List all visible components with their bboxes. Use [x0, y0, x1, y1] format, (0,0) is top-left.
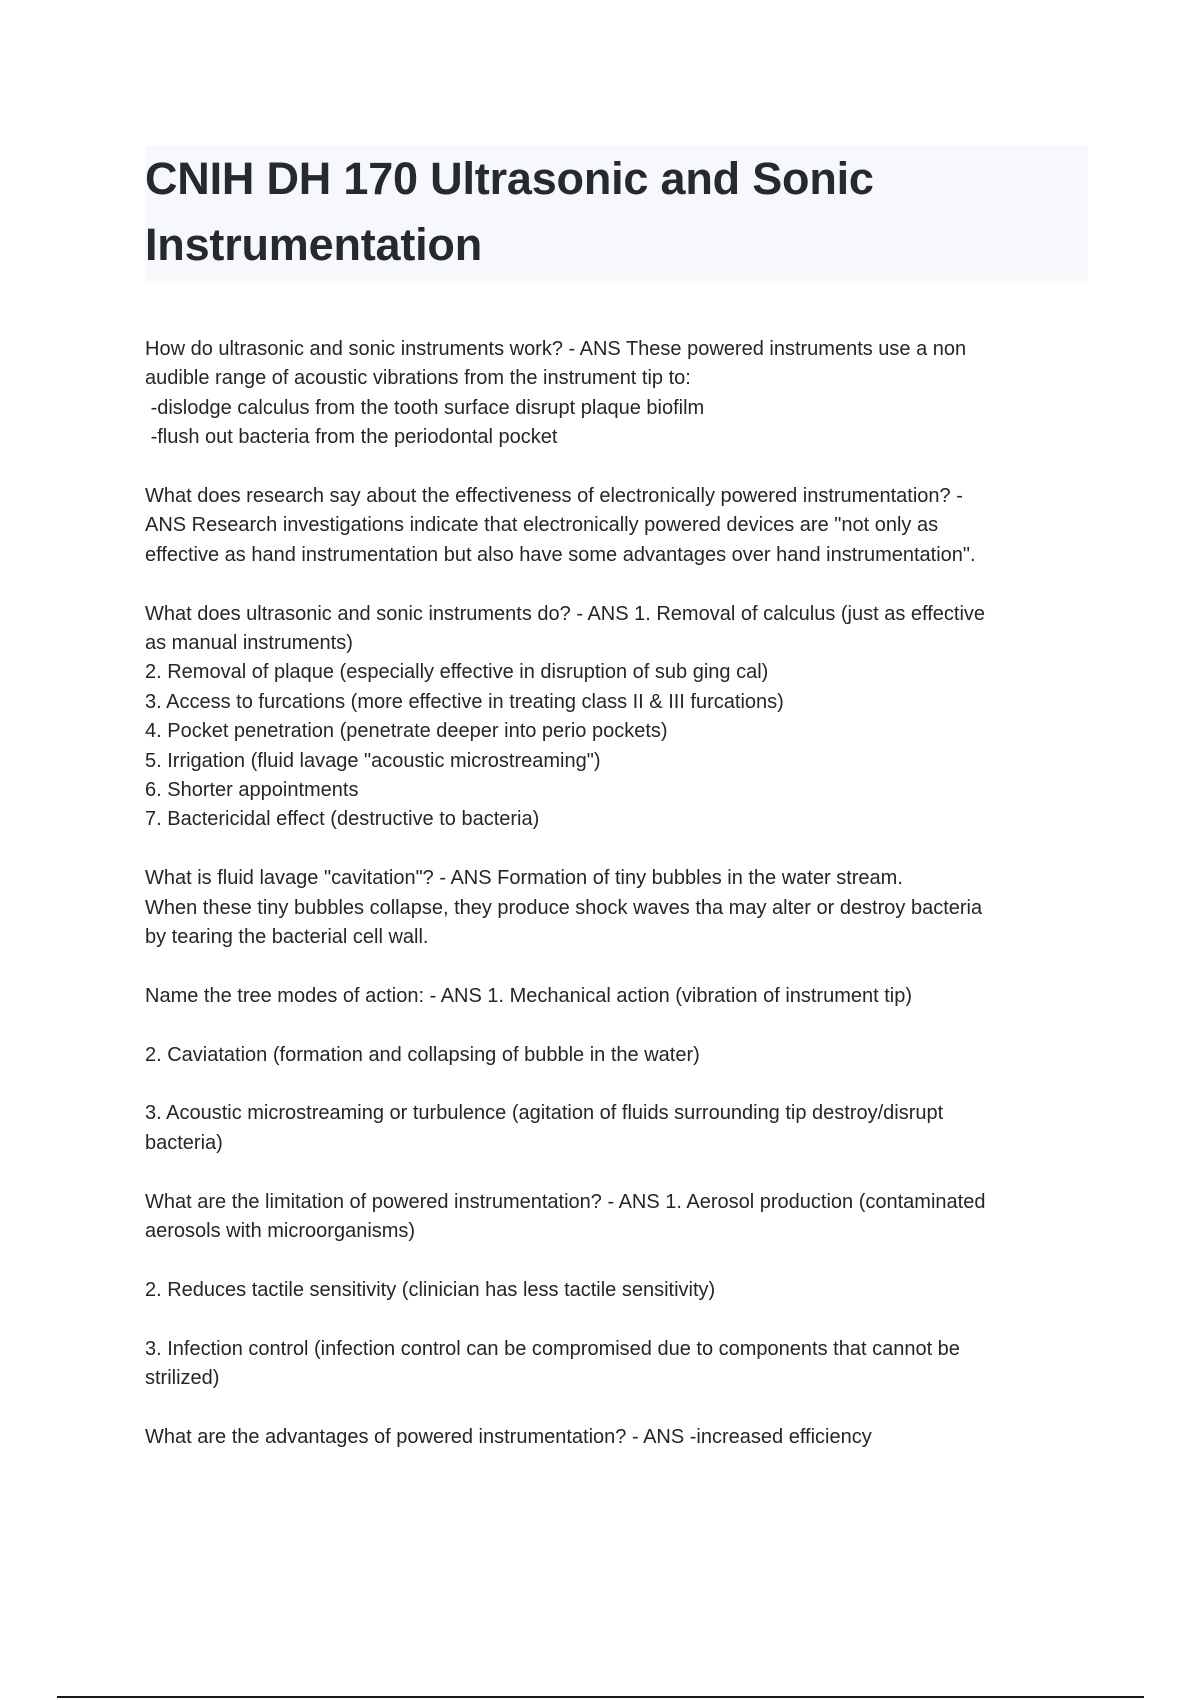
paragraph-line: 3. Access to furcations (more effective in treating class II & III furcations): [145, 690, 784, 713]
paragraph-line: -dislodge calculus from the tooth surface disrupt plaque biofilm: [145, 396, 705, 419]
document-body: [145, 335, 1095, 1482]
title-line-2: Instrumentation: [145, 219, 483, 270]
paragraph-line: What are the limitation of powered instrumentation? - ANS 1. Aerosol production (contaminated: [145, 1190, 986, 1213]
page-bottom-rule: [57, 1696, 1144, 1698]
paragraph-line: 2. Removal of plaque (especially effective in disruption of sub ging cal): [145, 661, 769, 684]
qa-paragraph: [145, 1099, 1095, 1158]
paragraph-line: strilized): [145, 1367, 220, 1390]
qa-paragraph: [145, 482, 1095, 570]
paragraph-line: bacteria): [145, 1131, 223, 1154]
qa-paragraph: [145, 982, 1095, 1011]
qa-paragraph: [145, 1041, 1095, 1070]
title-line-1: CNIH DH 170 Ultrasonic and Sonic: [145, 153, 874, 204]
paragraph-line: 2. Caviatation (formation and collapsing of bubble in the water): [145, 1043, 700, 1066]
paragraph-line: Name the tree modes of action: - ANS 1. Mechanical action (vibration of instrument tip): [145, 984, 913, 1007]
paragraph-line: 4. Pocket penetration (penetrate deeper into perio pockets): [145, 720, 668, 743]
paragraph-line: aerosols with microorganisms): [145, 1220, 416, 1243]
qa-paragraph: [145, 1276, 1095, 1305]
paragraph-line: as manual instruments): [145, 632, 353, 655]
paragraph-line: effective as hand instrumentation but also have some advantages over hand instrumentation".: [145, 543, 976, 566]
qa-paragraph: [145, 600, 1095, 835]
paragraph-line: 3. Acoustic microstreaming or turbulence (agitation of fluids surrounding tip destroy/disrupt: [145, 1102, 944, 1125]
paragraph-line: audible range of acoustic vibrations from the instrument tip to:: [145, 367, 691, 390]
paragraph-line: 2. Reduces tactile sensitivity (clinician has less tactile sensitivity): [145, 1278, 716, 1301]
paragraph-line: What does research say about the effectiveness of electronically powered instrumentation? -: [145, 485, 963, 508]
paragraph-line: ANS Research investigations indicate that electronically powered devices are "not only as: [145, 514, 939, 537]
paragraph-line: What does ultrasonic and sonic instruments do? - ANS 1. Removal of calculus (just as effective: [145, 602, 986, 625]
document-title: [145, 146, 1088, 278]
paragraph-line: 5. Irrigation (fluid lavage "acoustic microstreaming"): [145, 749, 601, 772]
qa-paragraph: [145, 1423, 1095, 1452]
paragraph-line: What are the advantages of powered instrumentation? - ANS -increased efficiency: [145, 1425, 872, 1448]
paragraph-line: 6. Shorter appointments: [145, 779, 359, 802]
qa-paragraph: [145, 1335, 1095, 1394]
paragraph-line: How do ultrasonic and sonic instruments work? - ANS These powered instruments use a non: [145, 338, 967, 360]
qa-paragraph: [145, 335, 1095, 453]
qa-paragraph: [145, 1188, 1095, 1247]
title-block: [145, 146, 1088, 281]
qa-paragraph: [145, 864, 1095, 952]
paragraph-line: -flush out bacteria from the periodontal pocket: [145, 426, 558, 449]
paragraph-line: When these tiny bubbles collapse, they produce shock waves tha may alter or destroy bacteria: [145, 896, 983, 919]
paragraph-line: by tearing the bacterial cell wall.: [145, 926, 429, 949]
paragraph-line: 3. Infection control (infection control can be compromised due to components that cannot be: [145, 1337, 960, 1360]
paragraph-line: What is fluid lavage "cavitation"? - ANS Formation of tiny bubbles in the water stream.: [145, 867, 903, 890]
paragraph-line: 7. Bactericidal effect (destructive to bacteria): [145, 808, 540, 831]
